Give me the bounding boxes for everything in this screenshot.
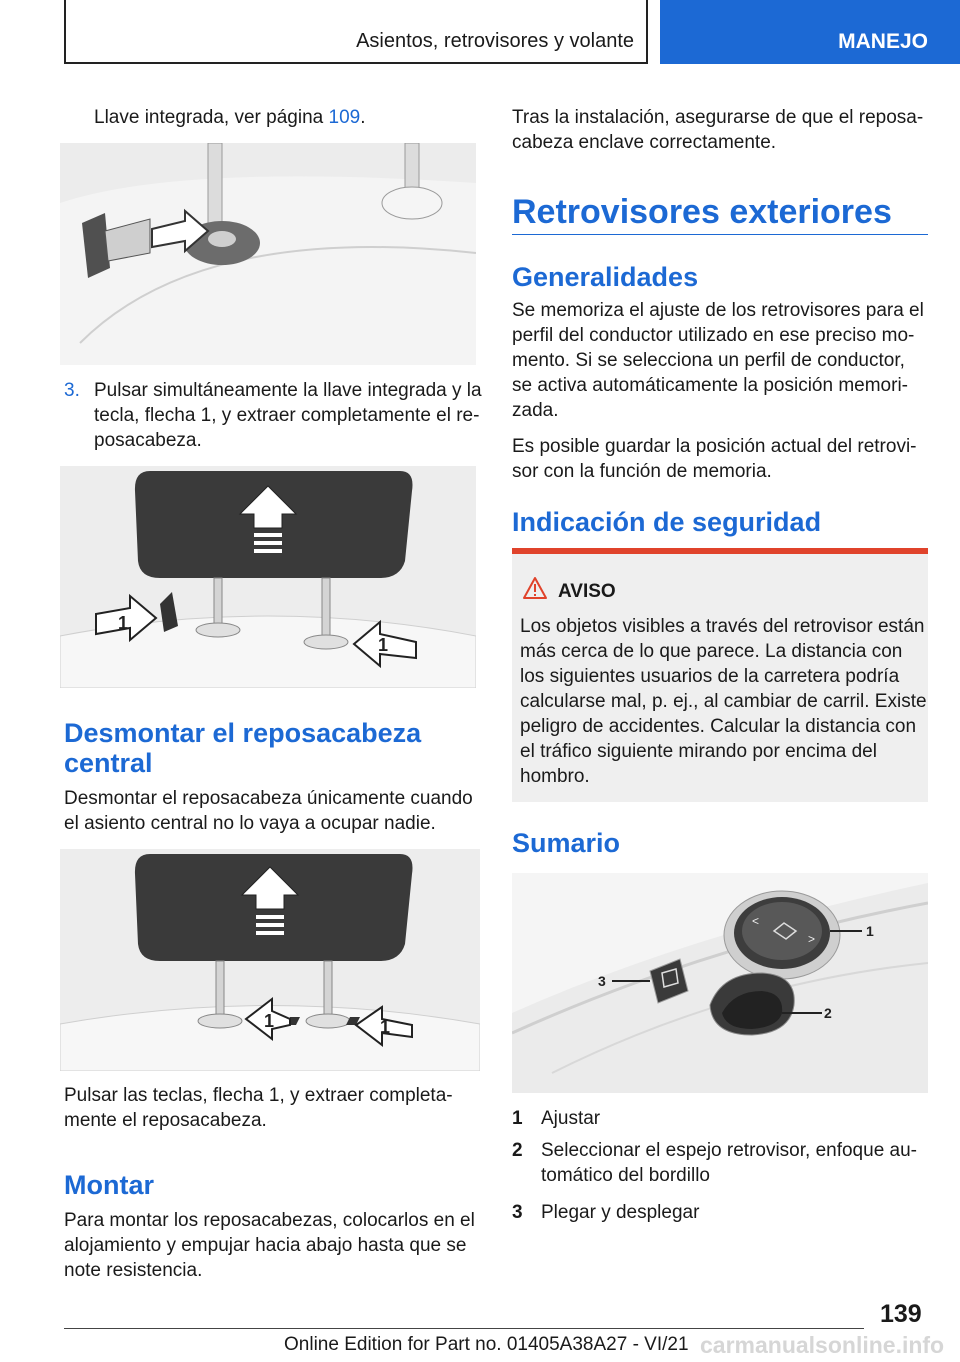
legend-label: Seleccionar el espejo retrovisor, enfoque au- [541,1140,918,1161]
heading-line: Desmontar el reposacabeza [64,718,422,748]
svg-text:<: < [752,914,760,928]
legend-num: 1 [512,1108,523,1129]
remove-paragraph [64,786,484,836]
callout-2: 2 [824,1005,832,1021]
heading-general: Generalidades [512,262,699,292]
heading-mount: Montar [64,1170,154,1200]
legend-label: Plegar y desplegar [541,1202,700,1223]
text-line: Se memoriza el ajuste de los retrovisores para el [512,300,924,321]
intro-text: Llave integrada, ver página [94,107,329,128]
heading-underline [512,234,928,235]
warning-line: calcularse mal, p. ej., al cambiar de carril. Existe [520,691,927,712]
warning-title: AVISO [558,581,616,602]
heading-summary: Sumario [512,828,621,858]
step-3-line: posacabeza. [94,430,202,451]
fig3-callout-right: 1 [380,1017,391,1037]
footer-edition: Online Edition for Part no. 01405A38A27 - VI/21 [284,1334,689,1355]
legend-num: 2 [512,1140,523,1161]
heading-exterior-mirrors: Retrovisores exteriores [512,193,892,231]
fig3-callout-left: 1 [264,1011,275,1031]
text-line: Es posible guardar la posición actual del retrovi- [512,436,917,457]
page-link[interactable]: 109 [328,107,361,128]
press-keys-paragraph [64,1083,484,1133]
warning-text [520,614,930,789]
header-section-box [64,0,648,64]
legend-label: tomático del bordillo [541,1165,710,1186]
step-3-num: 3. [64,380,80,401]
heading-safety: Indicación de seguridad [512,507,822,537]
step-3-number [64,378,80,403]
figure-integrated-key [60,143,476,365]
text-line: Desmontar el reposacabeza únicamente cuando [64,788,473,809]
legend-label: Ajustar [541,1108,601,1129]
warning-triangle-icon [522,576,548,605]
step-3-text [94,378,484,453]
text-line: Pulsar las teclas, flecha 1, y extraer completa- [64,1085,453,1106]
warning-box [512,548,928,802]
text-line: zada. [512,400,559,421]
intro-paragraph [94,105,365,130]
legend-item [512,1138,932,1194]
memory-paragraph [512,434,932,484]
legend-list [512,1106,932,1225]
text-line: alojamiento y empujar hacia abajo hasta que se [64,1235,467,1256]
fig2-callout-left: 1 [118,613,129,633]
watermark: carmanualsonline.info [700,1332,945,1358]
warning-line: el tráfico siguiente mirando por encima del [520,741,877,762]
intro-end: . [360,107,366,128]
mount-paragraph [64,1208,484,1283]
fig2-callout-right: 1 [378,635,389,655]
legend-item [512,1106,932,1131]
warning-line: los siguientes usuarios de la carretera podría [520,666,900,687]
legend-num: 3 [512,1202,523,1223]
step-3-line: tecla, flecha 1, y extraer completamente el re- [94,405,480,426]
text-line: sor con la función de memoria. [512,461,772,482]
heading-remove-central [64,718,421,778]
text-line: mento. Si se selecciona un perfil de conductor, [512,350,905,371]
install-paragraph [512,105,932,155]
text-line: perfil del conductor utilizado en ese preciso mo- [512,325,915,346]
figure-headrest-release [60,466,476,688]
step-3-line: Pulsar simultáneamente la llave integrada y la [94,380,482,401]
footer-rule [64,1328,864,1329]
warning-line: peligro de accidentes. Calcular la distancia con [520,716,917,737]
figure-mirror-controls [512,873,928,1093]
text-line: Para montar los reposacabezas, colocarlos en el [64,1210,475,1231]
page-number: 139 [880,1300,922,1328]
text-line: Tras la instalación, asegurarse de que el reposa- [512,107,924,128]
header-chapter-tab[interactable]: MANEJO [660,0,960,64]
warning-line: más cerca de lo que parece. La distancia con [520,641,903,662]
text-line: se activa automáticamente la posición memori- [512,375,909,396]
figure-headrest-central [60,849,480,1071]
text-line: mente el reposacabeza. [64,1110,267,1131]
legend-item [512,1200,932,1225]
text-line: note resistencia. [64,1260,203,1281]
warning-line: hombro. [520,766,590,787]
callout-3: 3 [598,973,606,989]
general-paragraph [512,298,932,423]
text-line: el asiento central no lo vaya a ocupar nadie. [64,813,436,834]
warning-line: Los objetos visibles a través del retrovisor están [520,616,925,637]
header-section-title: Asientos, retrovisores y volante [356,30,634,52]
svg-text:>: > [808,932,816,946]
text-line: cabeza enclave correctamente. [512,132,777,153]
callout-1: 1 [866,923,874,939]
heading-line: central [64,748,153,778]
